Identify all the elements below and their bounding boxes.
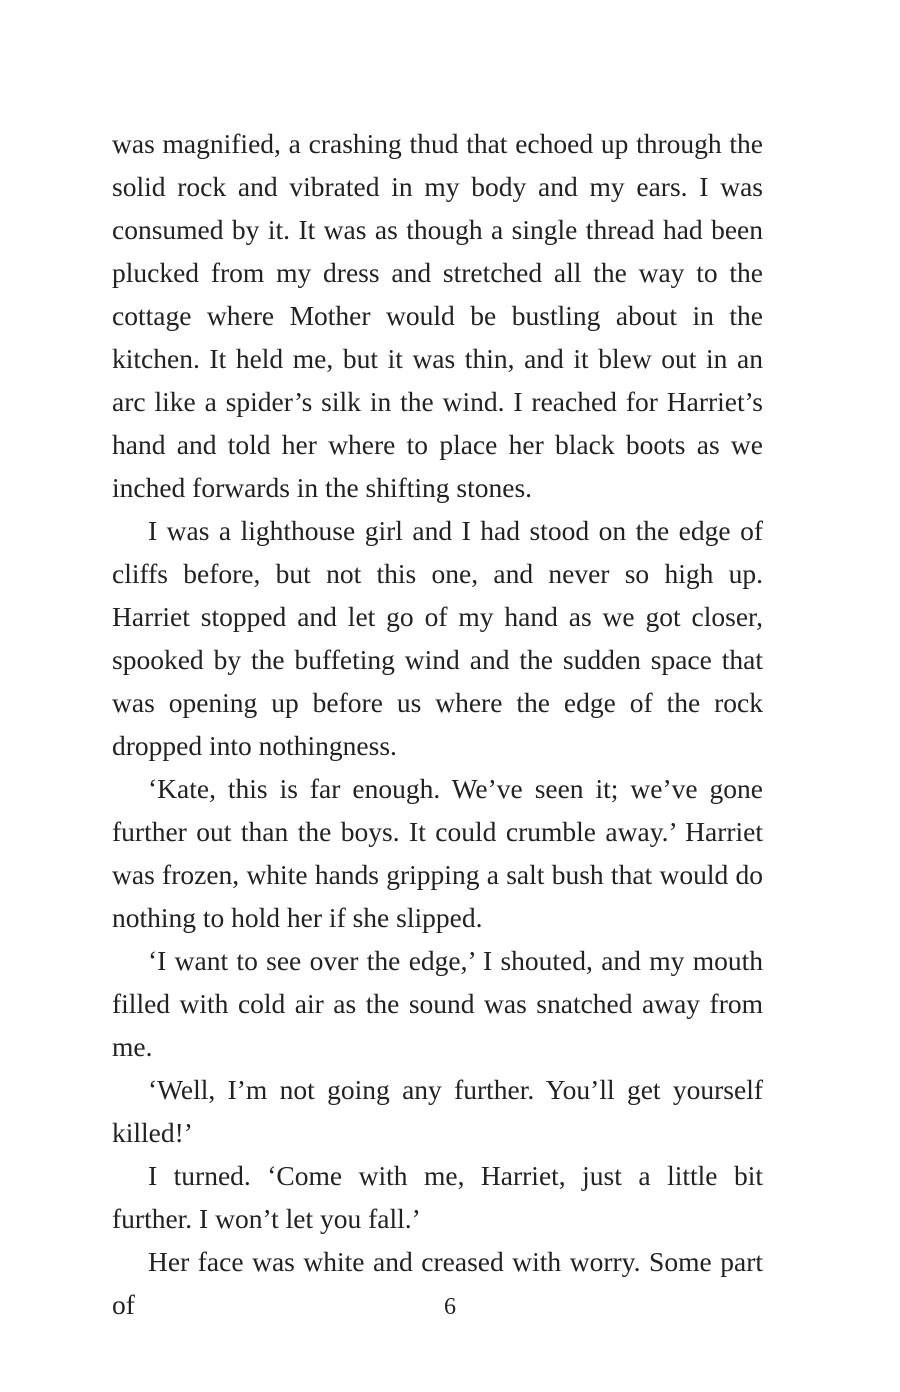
paragraph-7: Her face was white and creased with worry. Some part of	[112, 1246, 763, 1320]
paragraph-6: I turned. ‘Come with me, Harriet, just a little bit further. I won’t let you fall.’	[112, 1160, 763, 1234]
paragraph-2: I was a lighthouse girl and I had stood on the edge of cliffs before, but not this one, and never so high up. Harriet stopped and let go of my hand as we got closer, spooked by the buffeting wind and the sudden space that was opening up before us where the edge of the rock dropped into nothingness.	[112, 515, 763, 761]
paragraph-4: ‘I want to see over the edge,’ I shouted, and my mouth filled with cold air as the sound was snatched away from me.	[112, 945, 763, 1062]
body-text	[112, 122, 763, 1326]
page-number: 6	[444, 1294, 456, 1320]
paragraph-3: ‘Kate, this is far enough. We’ve seen it; we’ve gone further out than the boys. It could crumble away.’ Harriet was frozen, white hands gripping a salt bush that would do nothing to hold her if she slipped.	[112, 773, 763, 933]
paragraph-5: ‘Well, I’m not going any further. You’ll get yourself killed!’	[112, 1074, 763, 1148]
paragraph-1: was magnified, a crashing thud that echoed up through the solid rock and vibrated in my body and my ears. I was consumed by it. It was as though a single thread had been plucked from my dress and stretched all the way to the cottage where Mother would be bustling about in the kitchen. It held me, but it was thin, and it blew out in an arc like a spider’s silk in the wind. I reached for Harriet’s hand and told her where to place her black boots as we inched forwards in the shifting stones.	[112, 128, 763, 503]
